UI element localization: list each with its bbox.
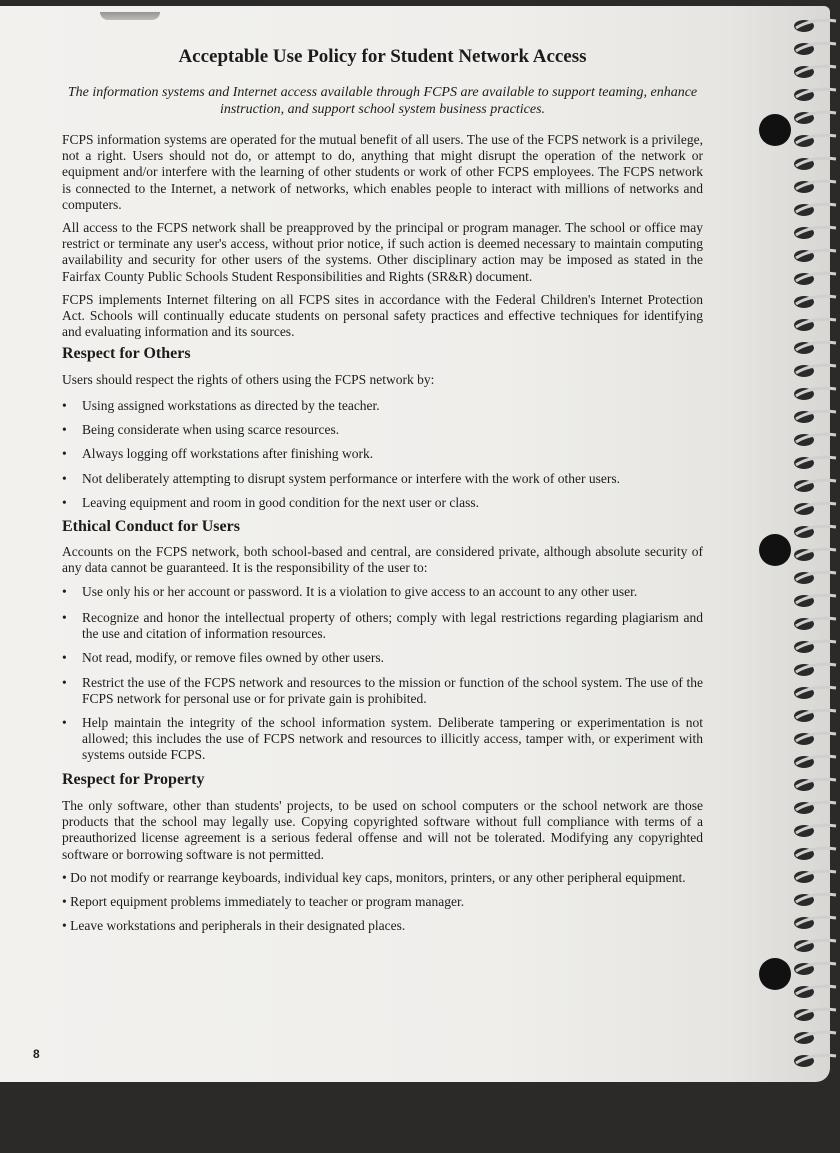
list-item: • Report equipment problems immediately to teacher or program manager. bbox=[62, 894, 465, 909]
list-item: • Not read, modify, or remove files owned by other users. bbox=[62, 650, 385, 665]
list-item: • Restrict the use of the FCPS network and resources to the mission or function of the school system. The use of the FCPS network for personal use or for private gain is prohibited. bbox=[62, 675, 703, 707]
list-item: • Use only his or her account or password. It is a violation to give access to an account to any other user. bbox=[62, 584, 638, 599]
list-item: • Leaving equipment and room in good condition for the next user or class. bbox=[62, 495, 480, 510]
list-item: • Do not modify or rearrange keyboards, individual key caps, monitors, printers, or any other peripheral equipment. bbox=[62, 870, 686, 885]
bullet-marker: • bbox=[62, 675, 67, 690]
bullet-marker: • bbox=[62, 584, 67, 599]
section-intro: Users should respect the rights of others using the FCPS network by: bbox=[62, 372, 435, 387]
list-item: • Not deliberately attempting to disrupt system performance or interfere with the work of other users. bbox=[62, 471, 620, 486]
binder-hole bbox=[759, 534, 791, 566]
binder-hole bbox=[759, 114, 791, 146]
intro-paragraph: FCPS information systems are operated for the mutual benefit of all users. The use of the FCPS network is a privilege, not a right. Users should not do, or attempt to do, anything that might disrupt the operation of the network or equipment and/or interfere with the learning of other students or work of other FCPS employees. The FCPS network is connected to the Internet, a network of networks, which enables people to interact with millions of networks and computers. bbox=[62, 132, 703, 212]
list-item: • Leave workstations and peripherals in their designated places. bbox=[62, 918, 406, 933]
binder-hole bbox=[759, 958, 791, 990]
section-intro: The only software, other than students' projects, to be used on school computers or the school network are those products that the school may legally use. Copying copyrighted software without full compliance with terms of a preauthorized license agreement is a serious federal offense and will not be tolerated. Modifying any copyrighted software or borrowing software is not permitted. bbox=[62, 798, 703, 862]
bullet-marker: • bbox=[62, 715, 67, 730]
section-heading-ethical-conduct: Ethical Conduct for Users bbox=[62, 518, 240, 535]
intro-paragraph: All access to the FCPS network shall be preapproved by the principal or program manager. The school or office may restrict or terminate any user's access, without prior notice, if such action is deemed necessary to maintain computing availability and security for other users of the systems. Other disciplinary action may be imposed as stated in the Fairfax County Public Schools Student Responsibilities and Rights (SR&R) document. bbox=[62, 220, 703, 284]
page-subtitle: The information systems and Internet access available through FCPS are available to support teaming, enhance instruction, and support school system business practices. bbox=[67, 85, 698, 117]
bullet-marker: • bbox=[62, 650, 67, 665]
intro-paragraph: FCPS implements Internet filtering on all FCPS sites in accordance with the Federal Children's Internet Protection Act. Schools will continually educate students on personal safety practices and effective techniques for identifying and evaluating information and its sources. bbox=[62, 292, 703, 340]
list-item: • Help maintain the integrity of the school information system. Deliberate tampering or experimentation is not allowed; this includes the use of FCPS network and resources to illicitly access, tamper with, or experiment with systems outside FCPS. bbox=[62, 715, 703, 763]
list-item: • Always logging off workstations after finishing work. bbox=[62, 446, 374, 461]
bullet-marker: • bbox=[62, 471, 67, 486]
section-intro: Accounts on the FCPS network, both school-based and central, are considered private, although absolute security of any data cannot be guaranteed. It is the responsibility of the user to: bbox=[62, 544, 703, 576]
page-number: 8 bbox=[33, 1047, 40, 1061]
bullet-marker: • bbox=[62, 422, 67, 437]
bullet-marker: • bbox=[62, 446, 67, 461]
bullet-marker: • bbox=[62, 610, 67, 625]
scan-mark bbox=[100, 12, 160, 20]
list-item: • Using assigned workstations as directed by the teacher. bbox=[62, 398, 380, 413]
section-heading-respect-others: Respect for Others bbox=[62, 345, 191, 362]
page-title: Acceptable Use Policy for Student Network Access bbox=[178, 46, 587, 67]
document-page bbox=[0, 6, 830, 1082]
list-item: • Being considerate when using scarce resources. bbox=[62, 422, 340, 437]
section-heading-respect-property: Respect for Property bbox=[62, 771, 205, 788]
spiral-binding bbox=[790, 6, 840, 1082]
list-item: • Recognize and honor the intellectual property of others; comply with legal restrictions regarding plagiarism and the use and citation of information resources. bbox=[62, 610, 703, 642]
bullet-marker: • bbox=[62, 398, 67, 413]
bullet-marker: • bbox=[62, 495, 67, 510]
